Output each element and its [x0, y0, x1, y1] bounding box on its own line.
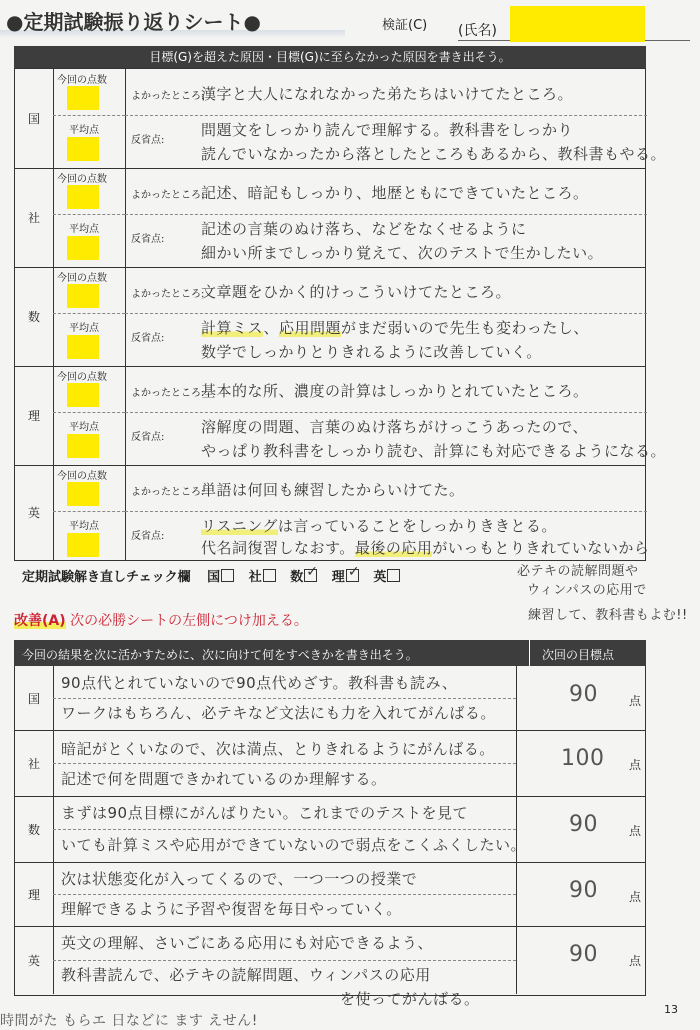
- good-text: 基本的な所、濃度の計算はしっかりとれていたところ。: [201, 382, 589, 400]
- score-column: [53, 465, 126, 560]
- goal-score: 90: [569, 878, 598, 903]
- goal-column: [516, 730, 645, 796]
- score-divider: [53, 115, 125, 116]
- highlight-oyo-mondai: 応用問題: [278, 319, 341, 337]
- reflect-text-1: [201, 317, 589, 338]
- test-label: 検証(C): [382, 18, 428, 33]
- goal-column: [516, 666, 645, 730]
- current-score-redaction: [67, 86, 99, 110]
- subject-name: 国: [15, 666, 54, 730]
- row-divider: [53, 829, 516, 830]
- reflect-label: 反省点:: [131, 333, 165, 344]
- subject-name: 数: [15, 267, 54, 366]
- improvement-text: 次の必勝シートの左側につけ加える。: [70, 613, 308, 629]
- good-text: 漢字と大人になれなかった弟たちはいけてたところ。: [201, 85, 574, 103]
- subject-name: 社: [15, 168, 54, 267]
- plan-line-2: 記述で何を問題できかれているのか理解する。: [61, 770, 387, 788]
- reflect-text-1: 溶解度の問題、言葉のぬけ落ちがけっこうあったので、: [201, 418, 589, 436]
- check-note-1: 必テキの読解問題や: [517, 564, 639, 579]
- reflect-label: 反省点:: [131, 234, 165, 245]
- score-column: [53, 69, 126, 168]
- check-rika-box[interactable]: [346, 569, 359, 582]
- average-score-redaction: [67, 335, 99, 359]
- current-score-redaction: [67, 383, 99, 407]
- plan-line-1: 90点代とれていないので90点代めざす。教科書も読み、: [61, 674, 458, 692]
- name-label: (氏名): [458, 23, 497, 39]
- average-score-redaction: [67, 434, 99, 458]
- good-label: よかったところ:: [131, 289, 205, 300]
- average-score-label: 平均点: [69, 323, 99, 334]
- plan-row-sugaku: [15, 796, 645, 863]
- subject-name: 数: [15, 796, 54, 862]
- row-divider: [53, 763, 516, 764]
- goal-unit: 点: [629, 954, 642, 968]
- plan-row-shakai: [15, 730, 645, 797]
- section2-table: [14, 666, 646, 996]
- check-rika-label: 理: [331, 570, 345, 585]
- highlight-saigo-oyo: 最後の応用: [354, 539, 433, 557]
- good-text: 文章題をひかく的けっこういけてたところ。: [201, 283, 512, 301]
- section1-heading: 目標(G)を超えた原因・目標(G)に至らなかった原因を書き出そう。: [14, 46, 646, 68]
- section1-table: [14, 68, 667, 561]
- average-score-redaction: [67, 236, 99, 260]
- cutoff-text: 時間がた もらエ 日などに ます えせん!: [0, 1013, 258, 1029]
- plan-row-rika: [15, 862, 645, 927]
- plan-line-1: 暗記がとくいなので、次は満点、とりきれるようにがんばる。: [61, 740, 495, 758]
- recheck-label: 定期試験解き直しチェック欄: [22, 570, 191, 585]
- plan-row-kokugo: [15, 666, 645, 731]
- subject-name: 英: [15, 465, 54, 560]
- reflect-rest: は言っていることをしっかりききとる。: [277, 517, 557, 535]
- current-score-label: 今回の点数: [57, 372, 107, 383]
- good-text: 記述、暗記もしっかり、地歴ともにできていたところ。: [201, 184, 589, 202]
- average-score-label: 平均点: [69, 125, 99, 136]
- heading-separator: [529, 640, 530, 666]
- page-title: ●定期試験振り返りシート●: [6, 10, 261, 34]
- subject-name: 国: [15, 69, 54, 168]
- row-divider: [125, 313, 647, 314]
- check-eigo-box[interactable]: [387, 569, 400, 582]
- recheck-row: [22, 566, 404, 585]
- subject-name: 社: [15, 730, 54, 796]
- improvement-line: [14, 610, 308, 630]
- plan-line-2: 教科書読んで、必テキの読解問題、ウィンパスの応用: [61, 966, 431, 984]
- reflect-text-1: [201, 515, 557, 536]
- subject-row-kokugo: [15, 69, 667, 169]
- good-text: 単語は何回も練習したからいけてた。: [201, 481, 465, 499]
- highlight-listening: リスニング: [201, 517, 278, 535]
- subject-row-rika: [15, 366, 667, 466]
- average-score-label: 平均点: [69, 521, 99, 532]
- row-divider: [125, 214, 647, 215]
- current-score-label: 今回の点数: [57, 75, 107, 86]
- check-note-2: ウィンパスの応用で: [527, 583, 647, 598]
- row-divider: [125, 412, 647, 413]
- goal-unit: 点: [629, 694, 642, 708]
- plan-line-2: 理解できるように予習や復習を毎日やっていく。: [61, 900, 402, 918]
- row-divider: [53, 698, 516, 699]
- subject-name: 英: [15, 926, 54, 994]
- reflect-text-2: 読んでいなかったから落としたところもあるから、教科書もやる。: [201, 145, 667, 163]
- reflect-text-2: やっぱり教科書をしっかり読む、計算にも対応できるようになる。: [201, 442, 667, 460]
- plan-line-1: まずは90点目標にがんばりたい。これまでのテストを見て: [61, 804, 468, 822]
- goal-column: [516, 862, 645, 926]
- subject-name: 理: [15, 862, 54, 926]
- current-score-redaction: [67, 482, 99, 506]
- goal-score: 90: [569, 682, 598, 707]
- score-column: [53, 267, 126, 366]
- reflect-label: 反省点:: [131, 531, 165, 542]
- reflect-label: 反省点:: [131, 135, 165, 146]
- check-eigo-label: 英: [373, 570, 387, 585]
- plan-line-1: 英文の理解、さいごにある応用にも対応できるよう、: [61, 934, 434, 952]
- goal-unit: 点: [629, 758, 642, 772]
- goal-unit: 点: [629, 824, 642, 838]
- plan-last-line: を使ってがんばる。: [340, 990, 480, 1008]
- reflect-text-2: [201, 537, 649, 558]
- score-divider: [53, 412, 125, 413]
- check-sugaku-label: 数: [290, 570, 304, 585]
- goal-unit: 点: [629, 890, 642, 904]
- good-label: よかったところ:: [131, 190, 205, 201]
- row-divider: [53, 960, 516, 961]
- reflect-text-2: 数学でしっかりとりきれるように改善していく。: [201, 343, 542, 361]
- plan-line-2: いても計算ミスや応用ができていないので弱点をこくふくしたい。: [61, 836, 527, 854]
- good-label: よかったところ:: [131, 487, 205, 498]
- check-sugaku-box[interactable]: [304, 569, 317, 582]
- subject-row-sugaku: [15, 267, 645, 367]
- goal-column: [516, 796, 645, 862]
- average-score-label: 平均点: [69, 224, 99, 235]
- average-score-label: 平均点: [69, 422, 99, 433]
- plan-row-eigo: [15, 926, 645, 994]
- row-divider: [53, 894, 516, 895]
- goal-score: 100: [561, 746, 605, 771]
- row-divider: [125, 511, 647, 512]
- reflect-text-1: 記述の言葉のぬけ落ち、などをなくせるように: [201, 220, 527, 238]
- reflect-rest: がまだ弱いので先生も変わったし、: [340, 319, 589, 337]
- average-score-redaction: [67, 137, 99, 161]
- goal-score: 90: [569, 812, 598, 837]
- reflect-text-2: 細かい所までしっかり覚えて、次のテストで生かしたい。: [201, 244, 604, 262]
- good-label: よかったところ:: [131, 388, 205, 399]
- improvement-label: 改善(A): [14, 613, 66, 629]
- check-shakai-label: 社: [248, 570, 262, 585]
- highlight-keisan-miss: 計算ミス: [201, 319, 264, 337]
- check-kokugo-label: 国: [207, 570, 221, 585]
- score-column: [53, 366, 126, 465]
- section2-heading: 今回の結果を次に活かすために、次に向けて何をすべきかを書き出そう。: [22, 648, 418, 662]
- current-score-redaction: [67, 284, 99, 308]
- reflect-label: 反省点:: [131, 432, 165, 443]
- current-score-label: 今回の点数: [57, 471, 107, 482]
- reflect-comma: 、: [263, 319, 279, 337]
- goal-score: 90: [569, 942, 598, 967]
- average-score-redaction: [67, 533, 99, 557]
- reflect-text-1: 問題文をしっかり読んで理解する。教科書をしっかり: [201, 121, 574, 139]
- reflect-rest: がいっもとりきれていないから: [432, 539, 650, 557]
- good-label: よかったところ:: [131, 91, 205, 102]
- page-number: 13: [664, 1003, 678, 1016]
- score-divider: [53, 214, 125, 215]
- subject-name: 理: [15, 366, 54, 465]
- check-note-3: 練習して、教科書もよむ!!: [528, 608, 688, 623]
- section2-heading-bar: [14, 640, 646, 666]
- row-divider: [125, 115, 647, 116]
- score-divider: [53, 313, 125, 314]
- check-shakai-box[interactable]: [263, 569, 276, 582]
- subject-row-shakai: [15, 168, 645, 268]
- score-divider: [53, 511, 125, 512]
- plan-line-2: ワークはもちろん、必テキなど文法にも力を入れてがんばる。: [61, 704, 496, 722]
- score-column: [53, 168, 126, 267]
- goal-column: [516, 926, 645, 994]
- name-redaction: [510, 6, 645, 42]
- check-kokugo-box[interactable]: [221, 569, 234, 582]
- current-score-redaction: [67, 185, 99, 209]
- current-score-label: 今回の点数: [57, 273, 107, 284]
- plan-line-1: 次は状態変化が入ってくるので、一つ一つの授業で: [61, 870, 418, 888]
- current-score-label: 今回の点数: [57, 174, 107, 185]
- goal-heading: 次回の目標点: [542, 648, 615, 662]
- subject-row-eigo: [15, 465, 650, 560]
- reflect-start: 代名詞復習しなおす。: [201, 539, 355, 557]
